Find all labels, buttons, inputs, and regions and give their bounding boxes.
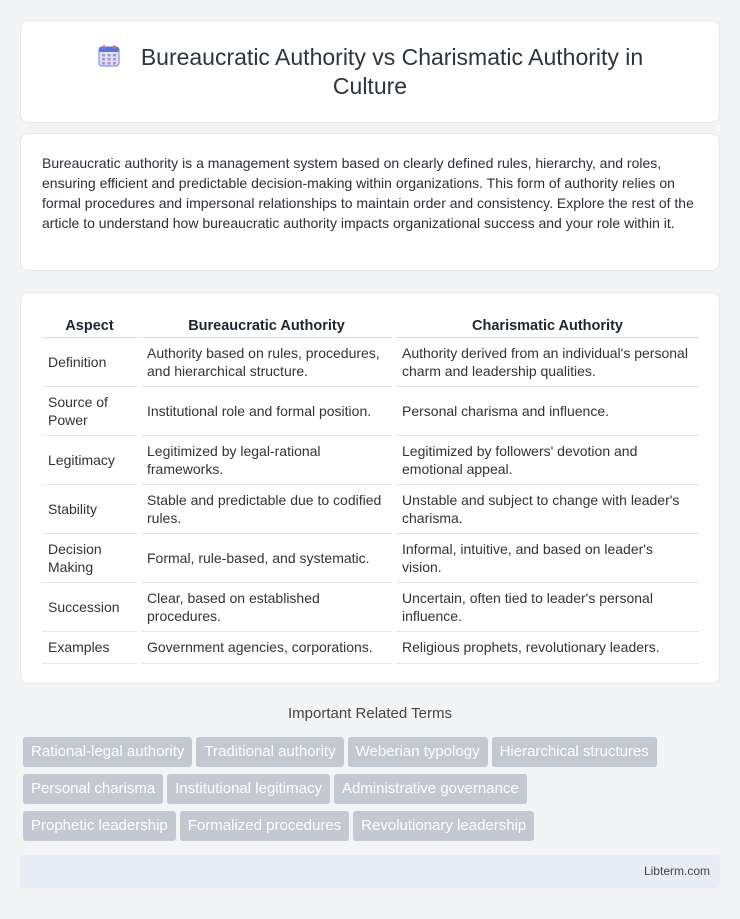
aspect-cell: Source of Power [42,386,139,435]
bureaucratic-cell: Clear, based on established procedures. [139,582,394,631]
table-row [42,337,699,386]
bureaucratic-cell: Institutional role and formal position. [139,386,394,435]
table-row [42,582,699,631]
related-terms-list [23,737,723,848]
aspect-cell: Stability [42,484,139,533]
related-term-tag[interactable]: Institutional legitimacy [167,774,330,804]
comparison-table [42,315,699,664]
intro-card [20,133,720,271]
table-row [42,631,699,663]
charismatic-cell: Personal charisma and influence. [394,386,699,435]
aspect-cell: Succession [42,582,139,631]
bureaucratic-cell: Authority based on rules, procedures, and hierarchical structure. [139,337,394,386]
tag-row [23,774,723,811]
aspect-cell: Legitimacy [42,435,139,484]
related-term-tag[interactable]: Administrative governance [334,774,527,804]
bureaucratic-cell: Formal, rule-based, and systematic. [139,533,394,582]
page-title-text: Bureaucratic Authority vs Charismatic Authority in Culture [140,44,644,99]
intro-paragraph: Bureaucratic authority is a management system based on clearly defined rules, hierarchy, and roles, ensuring efficient and predictable decision-making within organizations. This form of authority relies on formal procedures and impersonal relationships to maintain order and consistency. Explore the rest of the article to understand how bureaucratic authority impacts organizational success and your role within it. [42,155,694,231]
title-card [20,20,720,123]
related-term-tag[interactable]: Hierarchical structures [492,737,657,767]
related-term-tag[interactable]: Traditional authority [196,737,343,767]
bureaucratic-cell: Legitimized by legal-rational frameworks. [139,435,394,484]
related-term-tag[interactable]: Weberian typology [348,737,488,767]
related-term-tag[interactable]: Rational-legal authority [23,737,192,767]
charismatic-cell: Authority derived from an individual's personal charm and leadership qualities. [394,337,699,386]
comparison-table-card [20,292,720,684]
charismatic-cell: Legitimized by followers' devotion and emotional appeal. [394,435,699,484]
related-term-tag[interactable]: Personal charisma [23,774,163,804]
table-row [42,484,699,533]
table-row [42,435,699,484]
related-terms-heading: Important Related Terms [288,705,452,722]
related-term-tag[interactable]: Formalized procedures [180,811,349,841]
charismatic-cell: Informal, intuitive, and based on leader's vision. [394,533,699,582]
charismatic-cell: Unstable and subject to change with leader's charisma. [394,484,699,533]
related-term-tag[interactable]: Prophetic leadership [23,811,176,841]
related-term-tag[interactable]: Revolutionary leadership [353,811,534,841]
tag-row [23,811,723,848]
header-charismatic: Charismatic Authority [394,315,699,337]
bureaucratic-cell: Stable and predictable due to codified rules. [139,484,394,533]
table-row [42,533,699,582]
table-header-row [42,315,699,337]
header-bureaucratic: Bureaucratic Authority [139,315,394,337]
aspect-cell: Definition [42,337,139,386]
aspect-cell: Examples [42,631,139,663]
table-row [42,386,699,435]
bureaucratic-cell: Government agencies, corporations. [139,631,394,663]
footer [20,855,720,888]
header-aspect: Aspect [42,315,139,337]
charismatic-cell: Uncertain, often tied to leader's personal influence. [394,582,699,631]
footer-site-link[interactable]: Libterm.com [643,864,710,878]
tag-row [23,737,723,774]
page-title [21,43,719,101]
aspect-cell: Decision Making [42,533,139,582]
calendar-icon [97,44,121,68]
charismatic-cell: Religious prophets, revolutionary leaders. [394,631,699,663]
